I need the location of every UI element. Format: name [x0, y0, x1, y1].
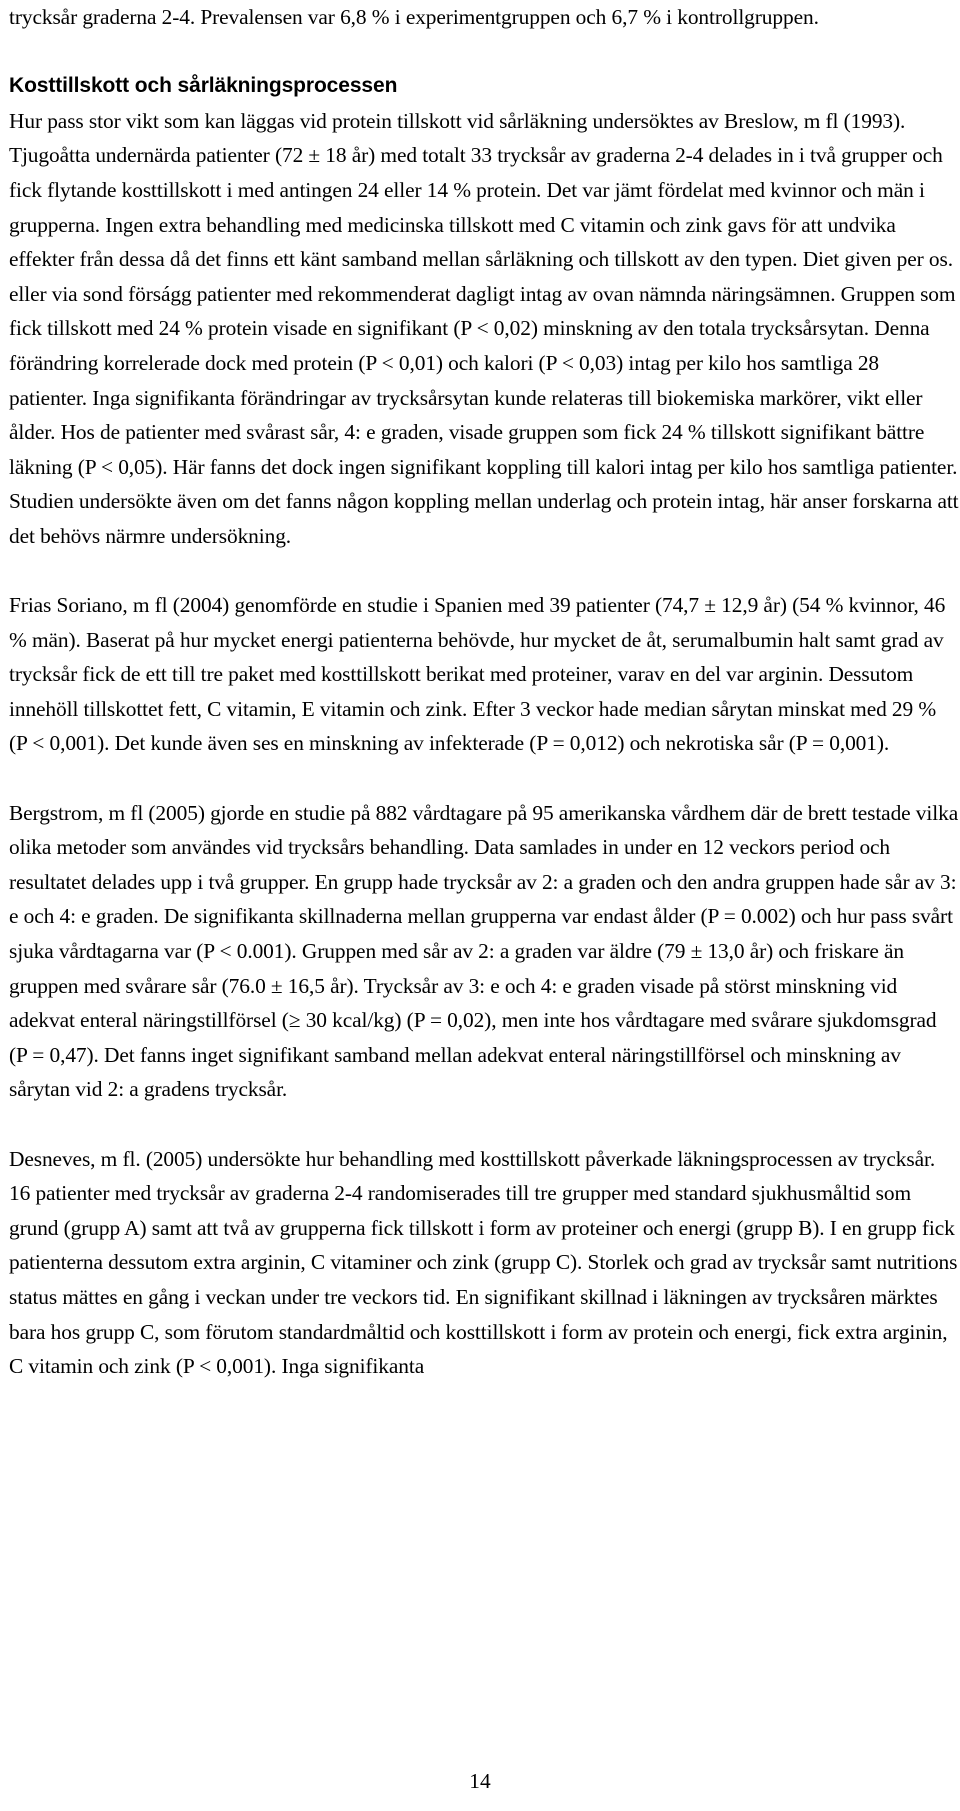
section-paragraph: Hur pass stor vikt som kan läggas vid protein tillskott vid sårläkning undersöktes av Breslow, m fl (1993). Tjugoåtta undernärda patienter (72 ± 18 år) med totalt 33 trycksår av graderna 2-4 delades in i två grupper och fick flytande kosttillskott i med antingen 24 eller 14 % protein. Det var jämt fördelat med kvinnor och män i grupperna. Ingen extra behandling med medicinska tillskott med C vitamin och zink gavs för att undvika effekter från dessa då det finns ett känt samband mellan sårläkning och tillskott av den typen. Diet given per os. eller via sond förságg patienter med rekommenderat dagligt intag av ovan nämnda näringsämnen. Gruppen som fick tillskott med 24 % protein visade en signifikant (P < 0,02) minskning av den totala trycksårsytan. Denna förändring korrelerade dock med protein (P < 0,01) och kalori (P < 0,03) intag per kilo hos samtliga 28 patienter. Inga signifikanta förändringar av trycksårsytan kunde relateras till biokemiska markörer, vikt eller ålder. Hos de patienter med svårast sår, 4: e graden, visade gruppen som fick 24 % tillskott signifikant bättre läkning (P < 0,05). Här fanns det dock ingen signifikant koppling till kalori intag per kilo hos samtliga patienter. Studien undersökte även om det fanns någon koppling mellan underlag och protein intag, här anser forskarna att det behövs närmre undersökning.	[9, 108, 959, 548]
paragraph-desneves: Desneves, m fl. (2005) undersökte hur behandling med kosttillskott påverkade läkningsprocessen av trycksår. 16 patienter med trycksår av graderna 2-4 randomiserades till tre grupper med standard sjukhusmåltid som grund (grupp A) samt att två av grupperna fick tillskott i form av proteiner och energi (grupp B). I en grupp fick patienterna dessutom extra arginin, C vitaminer och zink (grupp C). Storlek och grad av trycksår samt nutritions status mättes en gång i veckan under tre veckors tid. En signifikant skillnad i läkningen av trycksåren märktes bara hos grupp C, som förutom standardmåltid och kosttillskott i form av protein och energi, fick extra arginin, C vitamin och zink (P < 0,001). Inga signifikanta	[9, 1146, 958, 1379]
section-block	[9, 69, 959, 553]
body-text	[9, 0, 959, 1384]
page-number: 14	[469, 1769, 491, 1793]
section-heading: Kosttillskott och sårläkningsprocessen	[9, 74, 398, 98]
paragraph-frias: Frias Soriano, m fl (2004) genomförde en studie i Spanien med 39 patienter (74,7 ± 12,9 år) (54 % kvinnor, 46 % män). Baserat på hur mycket energi patienterna behövde, hur mycket de åt, serumalbumin halt samt grad av trycksår fick de ett till tre paket med kosttillskott berikat med proteiner, varav en del var arginin. Dessutom innehöll tillskottet fett, C vitamin, E vitamin och zink. Efter 3 veckor hade median sårytan minskat med 29 % (P < 0,001). Det kunde även ses en minskning av infekterade (P = 0,012) och nekrotiska sår (P = 0,001).	[9, 593, 946, 756]
paragraph-bergstrom: Bergstrom, m fl (2005) gjorde en studie på 882 vårdtagare på 95 amerikanska vårdhem där de brett testade vilka olika metoder som användes vid trycksårs behandling. Data samlades in under en 12 veckors period och resultatet delades upp i två grupper. En grupp hade trycksår av 2: a graden och den andra gruppen hade sår av 3: e och 4: e graden. De signifikanta skillnaderna mellan grupperna var endast ålder (P = 0.002) och hur pass svårt sjuka vårdtagarna var (P < 0.001). Gruppen med sår av 2: a graden var äldre (79 ± 13,0 år) och friskare än gruppen med svårare sår (76.0 ± 16,5 år). Trycksår av 3: e och 4: e graden visade på störst minskning vid adekvat enteral näringstillförsel (≥ 30 kcal/kg) (P = 0,02), men inte hos vårdtagare med svårare sjukdomsgrad (P = 0,47). Det fanns inget signifikant samband mellan adekvat enteral näringstillförsel och minskning av sårytan vid 2: a gradens trycksår.	[9, 800, 959, 1102]
intro-paragraph: trycksår graderna 2-4. Prevalensen var 6,8 % i experimentgruppen och 6,7 % i kontrollgruppen.	[9, 5, 819, 29]
